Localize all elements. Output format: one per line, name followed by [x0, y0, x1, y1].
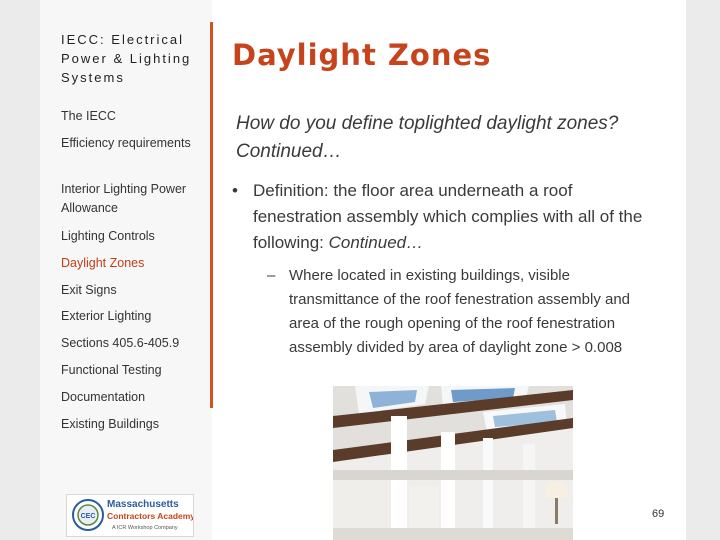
nav-item-exterior-lighting[interactable]: Exterior Lighting	[61, 309, 152, 323]
left-margin-stripe	[0, 0, 40, 540]
nav-item-efficiency-requirements[interactable]: Efficiency requirements	[61, 136, 191, 150]
bullet-marker: •	[232, 181, 238, 200]
logo-line-1: Massachusetts	[107, 499, 179, 510]
nav-item-interior-lighting-power-allowance[interactable]: Interior Lighting Power Allowance	[61, 182, 187, 215]
nav-item-documentation[interactable]: Documentation	[61, 390, 146, 404]
page-number: 69	[652, 508, 665, 520]
sub-bullet-marker: –	[267, 267, 276, 284]
nav-item-lighting-controls[interactable]: Lighting Controls	[61, 229, 155, 243]
logo-seal-text: CEC	[80, 513, 96, 520]
logo-line-3: A ICR Workshop Company	[112, 525, 178, 531]
right-margin-stripe	[686, 0, 720, 540]
nav-item-exit-signs[interactable]: Exit Signs	[61, 283, 117, 297]
skylight-photo-graphic	[333, 386, 573, 540]
definition-text	[253, 178, 663, 256]
nav-item-sections[interactable]: Sections 405.6-405.9	[61, 336, 180, 350]
logo-graphic	[67, 495, 193, 536]
logo-line-2: Contractors Academy	[107, 511, 193, 521]
nav-item-daylight-zones[interactable]: Daylight Zones	[61, 256, 145, 270]
slide-title: Daylight Zones	[232, 38, 492, 72]
vertical-divider	[210, 22, 213, 408]
nav-item-existing-buildings[interactable]: Existing Buildings	[61, 417, 159, 431]
skylight-ceiling-photo	[333, 386, 573, 540]
course-title: IECC: Electrical Power & Lighting Systems	[61, 32, 192, 85]
nav-item-the-iecc[interactable]: The IECC	[61, 109, 116, 123]
definition-lead: Definition: the floor area underneath a roof fenestration assembly which complies with all of the following:	[253, 181, 643, 252]
contractors-academy-logo	[66, 494, 194, 537]
definition-continued: Continued…	[328, 233, 424, 252]
nav-item-functional-testing[interactable]: Functional Testing	[61, 363, 162, 377]
question-heading: How do you define toplighted daylight zones? Continued…	[236, 113, 619, 162]
sub-bullet-text: Where located in existing buildings, visible transmittance of the roof fenestration assembly and area of the rough opening of the roof fenestration assembly divided by area of daylight zone > 0.008	[289, 267, 631, 356]
